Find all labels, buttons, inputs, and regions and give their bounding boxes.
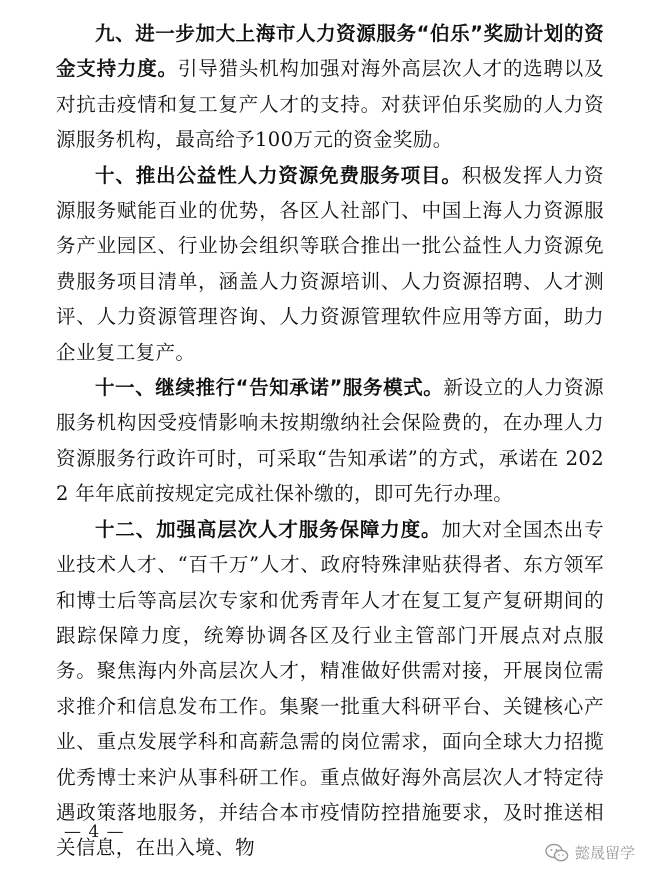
wechat-icon <box>545 843 569 863</box>
paragraph-9 <box>56 16 604 158</box>
watermark <box>545 842 635 863</box>
watermark-text: 懿晟留学 <box>574 844 635 862</box>
paragraph-11 <box>56 370 604 512</box>
document-body <box>56 16 604 866</box>
paragraph-text: 引导猎头机构加强对海外高层次人才的选聘以及对抗击疫情和复工复产人才的支持。对获评伯乐奖励的人力资源服务机构，最高给予100万元的资金奖励。 <box>56 57 604 152</box>
paragraph-text: 加大对全国杰出专业技术人才、“百千万”人才、政府特殊津贴获得者、东方领军和博士后等高层次专家和优秀青年人才在复工复产复研期间的跟踪保障力度，统筹协调各区及行业主管部门开展点对点服务。聚焦海内外高层次人才，精准做好供需对接，开展岗位需求推介和信息发布工作。集聚一批重大科研平台、关键核心产业、重点发展学科和高薪急需的岗位需求，面向全球大力招揽优秀博士来沪从事科研工作。重点做好海外高层次人才特定待遇政策落地服务，并结合本市疫情防控措施要求，及时推送相关信息，在出入境、物 <box>56 517 604 860</box>
paragraph-heading: 十二、加强高层次人才服务保障力度。 <box>95 517 442 541</box>
paragraph-text: 新设立的人力资源服务机构因受疫情影响未按期缴纳社会保险费的，在办理人力资源服务行政许可时，可采取“告知承诺”的方式，承诺在 2022 年年底前按规定完成社保补缴的，即可先行办理。 <box>56 376 604 506</box>
paragraph-heading: 十、推出公益性人力资源免费服务项目。 <box>95 163 462 187</box>
page-number: — 4 — <box>64 822 125 842</box>
paragraph-10 <box>56 158 604 370</box>
paragraph-text: 积极发挥人力资源服务赋能百业的优势，各区人社部门、中国上海人力资源服务产业园区、行业协会组织等联合推出一批公益性人力资源免费服务项目清单，涵盖人力资源培训、人力资源招聘、人才测评、人力资源管理咨询、人力资源管理软件应用等方面，助力企业复工复产。 <box>56 163 604 364</box>
paragraph-heading: 九、进一步加大上海市人力资源服务“伯乐”奖励计划的资金支持力度。 <box>56 22 604 81</box>
paragraph-12 <box>56 512 604 866</box>
paragraph-heading: 十一、继续推行“告知承诺”服务模式。 <box>95 376 444 400</box>
